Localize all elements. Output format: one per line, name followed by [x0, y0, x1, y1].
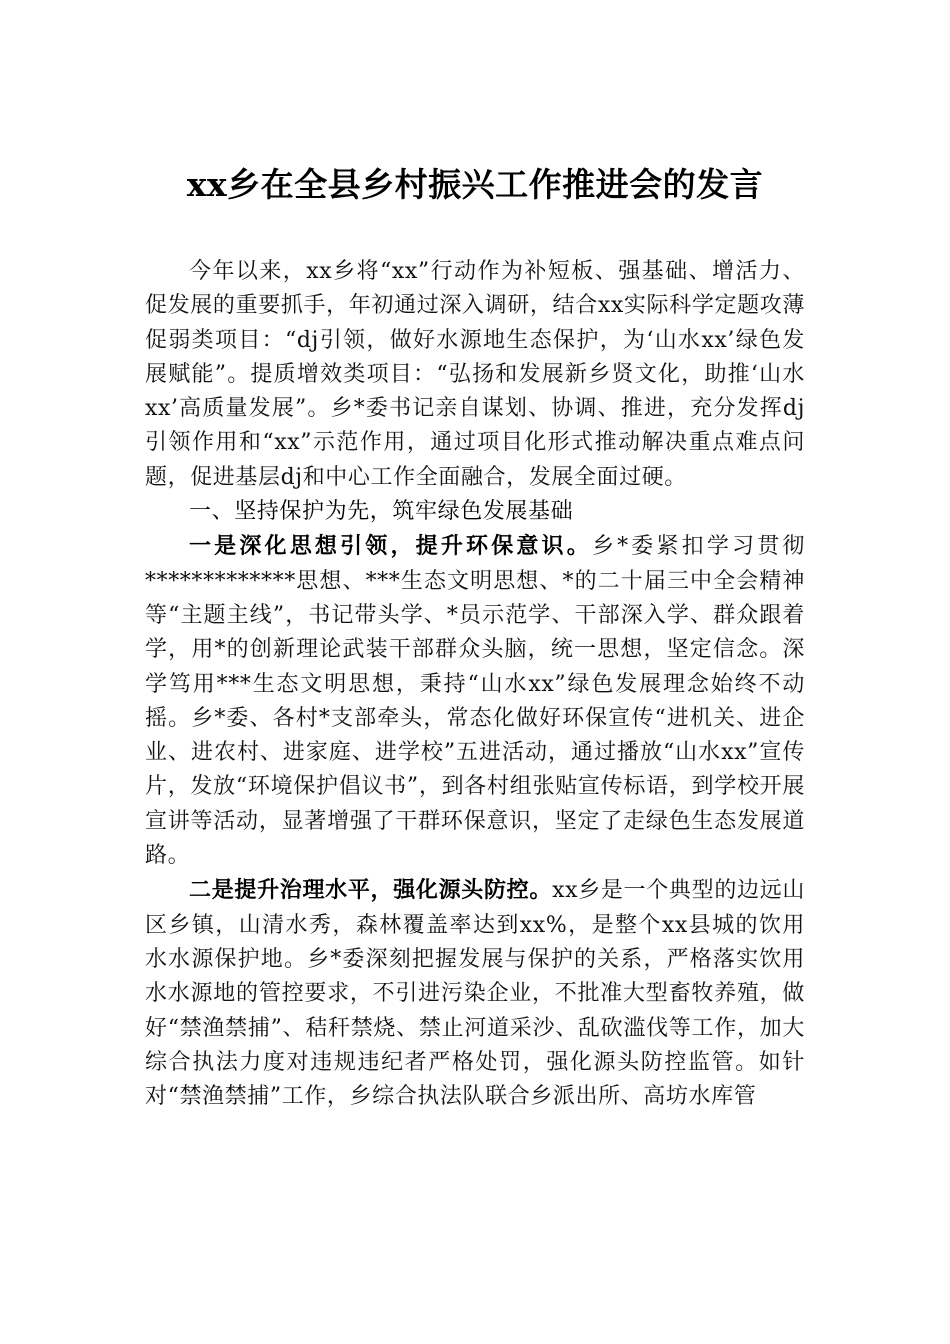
- section-heading: [145, 495, 805, 529]
- intro-paragraph: [145, 255, 805, 495]
- section-heading-text: 一、坚持保护为先，筑牢绿色发展基础: [189, 499, 574, 525]
- paragraph-lead: 一是深化思想引领，提升环保意识。: [189, 533, 592, 560]
- paragraph-text: xx乡是一个典型的边远山区乡镇，山清水秀，森林覆盖率达到xx%，是整个xx县城的饮用水水源保护地。乡*委深刻把握发展与保护的关系，严格落实饮用水水源地的管控要求，不引进污染企业，不批准大型畜牧养殖，做好“禁渔禁捕”、秸秆禁烧、禁止河道采沙、乱砍滥伐等工作，加大综合执法力度对违规违纪者严格处罚，强化源头防控监管。如针对“禁渔禁捕”工作，乡综合执法队联合乡派出所、高坊水库管: [145, 878, 805, 1110]
- paragraph-item-1: [145, 529, 805, 873]
- paragraph-lead: 二是提升治理水平，强化源头防控。: [189, 877, 553, 904]
- document-title: xx乡在全县乡村振兴工作推进会的发言: [186, 165, 764, 204]
- paragraph-text: 乡*委紧扣学习贯彻*************思想、***生态文明思想、*的二十届三中全会精神等“主题主线”，书记带头学、*员示范学、干部深入学、群众跟着学，用*的创新理论武装干部群众头脑，统一思想，坚定信念。深学笃用***生态文明思想，秉持“山水xx”绿色发展理念始终不动摇。乡*委、各村*支部牵头，常态化做好环保宣传“进机关、进企业、进农村、进家庭、进学校”五进活动，通过播放“山水xx”宣传片，发放“环境保护倡议书”，到各村组张贴宣传标语，到学校开展宣讲等活动，显著增强了干群环保意识，坚定了走绿色生态发展道路。: [145, 534, 805, 869]
- document-body: [145, 255, 805, 1114]
- paragraph-item-2: [145, 873, 805, 1114]
- intro-paragraph-text: 今年以来，xx乡将“xx”行动作为补短板、强基础、增活力、促发展的重要抓手，年初通过深入调研，结合xx实际科学定题攻薄促弱类项目：“dj引领，做好水源地生态保护，为‘山水xx’绿色发展赋能”。提质增效类项目：“弘扬和发展新乡贤文化，助推‘山水xx’高质量发展”。乡*委书记亲自谋划、协调、推进，充分发挥dj引领作用和“xx”示范作用，通过项目化形式推动解决重点难点问题，促进基层dj和中心工作全面融合，发展全面过硬。: [145, 259, 805, 490]
